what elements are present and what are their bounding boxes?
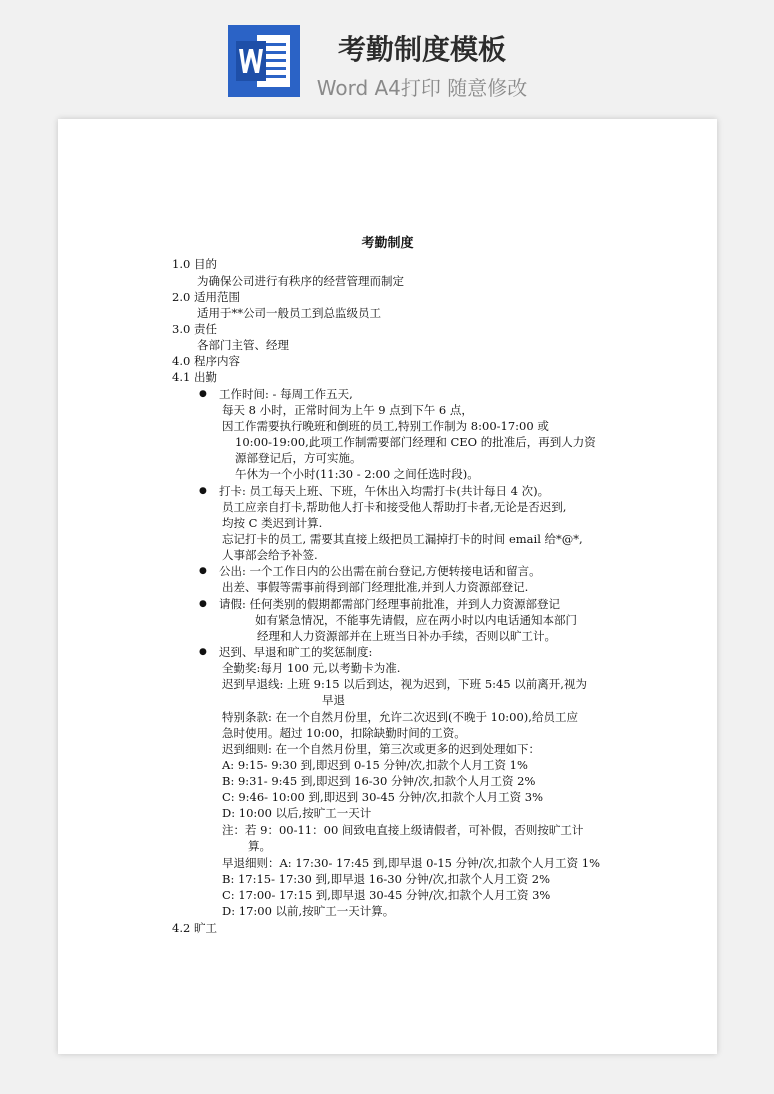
paragraph-line: 算。: [248, 839, 271, 853]
bullet-icon: ●: [199, 486, 207, 496]
section-heading: 3.0 责任: [172, 322, 217, 336]
paragraph-line: 均按 C 类迟到计算.: [222, 516, 323, 530]
paragraph-line: 急时使用。超过 10:00，扣除缺勤时间的工资。: [222, 726, 466, 740]
paragraph-line: D: 17:00 以前,按旷工一天计算。: [222, 904, 395, 918]
paragraph-line: 出差、事假等需事前得到部门经理批准,并到人力资源部登记.: [222, 580, 529, 594]
section-heading: 1.0 目的: [172, 257, 217, 271]
paragraph-line: 早退细则：A: 17:30- 17:45 到,即早退 0-15 分钟/次,扣款个人月工资 1%: [222, 856, 601, 870]
paragraph-line: 迟到细则: 在一个自然月份里，第三次或更多的迟到处理如下：: [222, 742, 541, 756]
paragraph-line: 忘记打卡的员工, 需要其直接上级把员工漏掉打卡的时间 email 给*@*,: [222, 532, 583, 546]
paragraph-line: C: 17:00- 17:15 到,即早退 30-45 分钟/次,扣款个人月工资 3%: [222, 888, 551, 902]
header: [0, 0, 774, 118]
section-heading: 4.0 程序内容: [172, 354, 240, 368]
paragraph-line: 迟到、早退和旷工的奖惩制度:: [219, 645, 373, 659]
paragraph-line: 请假: 任何类别的假期都需部门经理事前批准，并到人力资源部登记: [219, 597, 561, 611]
paragraph-line: 早退: [322, 693, 345, 707]
paragraph-line: 经理和人力资源部并在上班当日补办手续，否则以旷工计。: [257, 629, 556, 643]
document-title: 考勤制度: [361, 236, 414, 251]
page-title: 考勤制度模板: [337, 33, 506, 66]
section-heading: 2.0 适用范围: [172, 290, 240, 304]
paragraph-line: 午休为一个小时(11:30 - 2:00 之间任选时段)。: [235, 467, 479, 481]
page-subtitle: Word A4打印 随意修改: [316, 76, 528, 100]
section-heading: 4.1 出勤: [172, 370, 217, 384]
bullet-icon: ●: [199, 647, 207, 657]
paragraph-line: 员工应亲自打卡,帮助他人打卡和接受他人帮助打卡者,无论是否迟到,: [222, 500, 567, 514]
paragraph-line: C: 9:46- 10:00 到,即迟到 30-45 分钟/次,扣款个人月工资 3%: [222, 790, 544, 804]
paragraph-line: 人事部会给予补签.: [222, 548, 318, 562]
paragraph-line: 迟到早退线: 上班 9:15 以后到达，视为迟到，下班 5:45 以前离开,视为: [222, 677, 587, 691]
paragraph-line: 10:00-19:00,此项工作制需要部门经理和 CEO 的批准后，再到人力资: [235, 435, 596, 449]
section-heading: 4.2 旷工: [172, 921, 217, 935]
paragraph-line: D: 10:00 以后,按旷工一天计: [222, 806, 372, 820]
paragraph-line: 特别条款: 在一个自然月份里，允许二次迟到(不晚于 10:00),给员工应: [222, 710, 578, 724]
paragraph-line: 注：若 9：00-11：00 间致电直接上级请假者，可补假，否则按旷工计: [222, 823, 584, 837]
bullet-icon: ●: [199, 566, 207, 576]
paragraph-line: 全勤奖:每月 100 元,以考勤卡为准.: [222, 661, 401, 675]
paragraph-line: 因工作需要执行晚班和倒班的员工,特别工作制为 8:00-17:00 或: [222, 419, 549, 433]
bullet-icon: ●: [199, 389, 207, 399]
paragraph-line: 源部登记后，方可实施。: [235, 451, 362, 465]
paragraph-line: 公出: 一个工作日内的公出需在前台登记,方便转接电话和留言。: [219, 564, 541, 578]
paragraph-line: 工作时间: - 每周工作五天,: [219, 387, 353, 401]
paragraph-line: 每天 8 小时，正常时间为上午 9 点到下午 6 点，: [222, 403, 473, 417]
paragraph-line: 如有紧急情况，不能事先请假，应在两小时以内电话通知本部门: [255, 613, 577, 627]
paragraph-line: 打卡: 员工每天上班、下班，午休出入均需打卡(共计每日 4 次)。: [219, 484, 550, 498]
bullet-icon: ●: [199, 599, 207, 609]
paragraph-line: 各部门主管、经理: [197, 338, 289, 352]
document-page: [58, 119, 717, 1054]
paragraph-line: B: 9:31- 9:45 到,即迟到 16-30 分钟/次,扣款个人月工资 2%: [222, 774, 536, 788]
paragraph-line: B: 17:15- 17:30 到,即早退 16-30 分钟/次,扣款个人月工资 2%: [222, 872, 551, 886]
paragraph-line: 为确保公司进行有秩序的经营管理而制定: [197, 274, 404, 288]
paragraph-line: 适用于**公司一般员工到总监级员工: [197, 306, 381, 320]
paragraph-line: A: 9:15- 9:30 到,即迟到 0-15 分钟/次,扣款个人月工资 1%: [222, 758, 528, 772]
